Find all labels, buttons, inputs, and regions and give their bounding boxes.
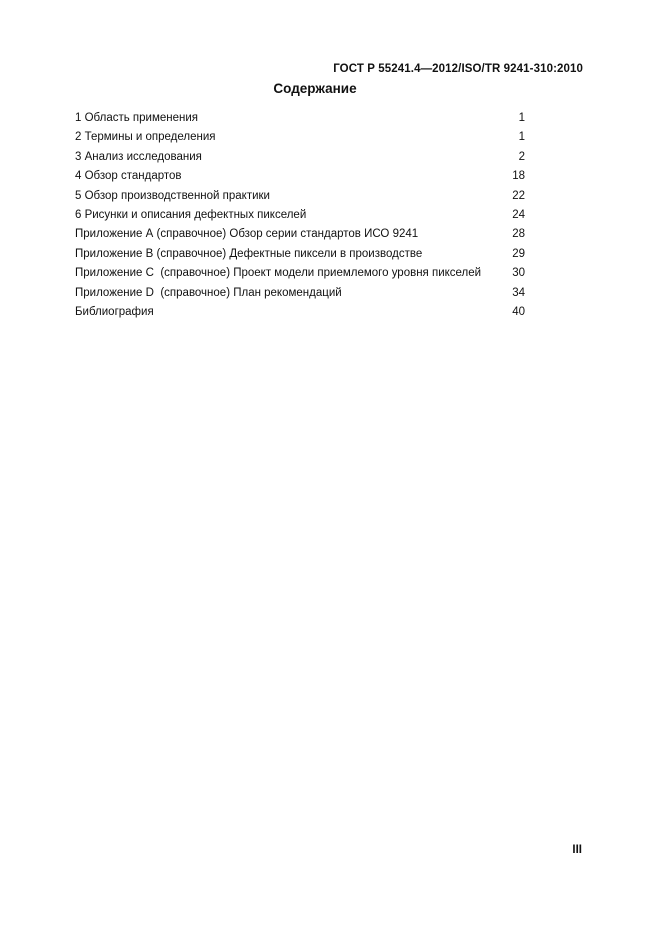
toc-item-page: 22 bbox=[512, 189, 525, 202]
toc-item[interactable] bbox=[75, 306, 525, 325]
page-number: III bbox=[572, 844, 582, 856]
toc-title: Содержание bbox=[273, 81, 357, 96]
toc-item-page: 34 bbox=[512, 286, 525, 299]
toc-item-page: 2 bbox=[518, 150, 525, 163]
toc-item-page: 24 bbox=[512, 208, 525, 221]
toc-item-label: Приложение В (справочное) Дефектные пиксели в производстве bbox=[75, 247, 423, 260]
toc-item-page: 29 bbox=[512, 247, 525, 260]
document-code: ГОСТ Р 55241.4—2012/ISO/TR 9241-310:2010 bbox=[333, 63, 583, 75]
toc-item-label: Приложение С (справочное) Проект модели приемлемого уровня пикселей bbox=[75, 267, 482, 280]
toc-item[interactable] bbox=[75, 131, 525, 150]
toc-item-label: 6 Рисунки и описания дефектных пикселей bbox=[75, 208, 307, 221]
table-of-contents bbox=[75, 112, 525, 325]
toc-item-page: 18 bbox=[512, 170, 525, 183]
toc-item[interactable] bbox=[75, 248, 525, 267]
toc-item[interactable] bbox=[75, 151, 525, 170]
toc-item[interactable] bbox=[75, 209, 525, 228]
toc-item[interactable] bbox=[75, 287, 525, 306]
toc-item-label: 1 Область применения bbox=[75, 112, 199, 124]
toc-item-label: 4 Обзор стандартов bbox=[75, 170, 182, 183]
toc-item-page: 1 bbox=[518, 131, 525, 144]
toc-item-label: 3 Анализ исследования bbox=[75, 150, 202, 163]
toc-item[interactable] bbox=[75, 267, 525, 286]
toc-item-label: Приложение А (справочное) Обзор серии стандартов ИСО 9241 bbox=[75, 228, 419, 241]
toc-item-label: 5 Обзор производственной практики bbox=[75, 189, 270, 202]
toc-item-page: 1 bbox=[518, 112, 525, 124]
toc-item[interactable] bbox=[75, 112, 525, 131]
toc-item-label: Приложение D (справочное) План рекомендаций bbox=[75, 286, 342, 299]
toc-item-page: 40 bbox=[512, 305, 525, 318]
toc-item-label: Библиография bbox=[75, 305, 154, 318]
toc-item-page: 28 bbox=[512, 228, 525, 241]
toc-item[interactable] bbox=[75, 228, 525, 247]
toc-item-page: 30 bbox=[512, 267, 525, 280]
toc-item-label: 2 Термины и определения bbox=[75, 131, 216, 144]
toc-item[interactable] bbox=[75, 190, 525, 209]
toc-item[interactable] bbox=[75, 170, 525, 189]
